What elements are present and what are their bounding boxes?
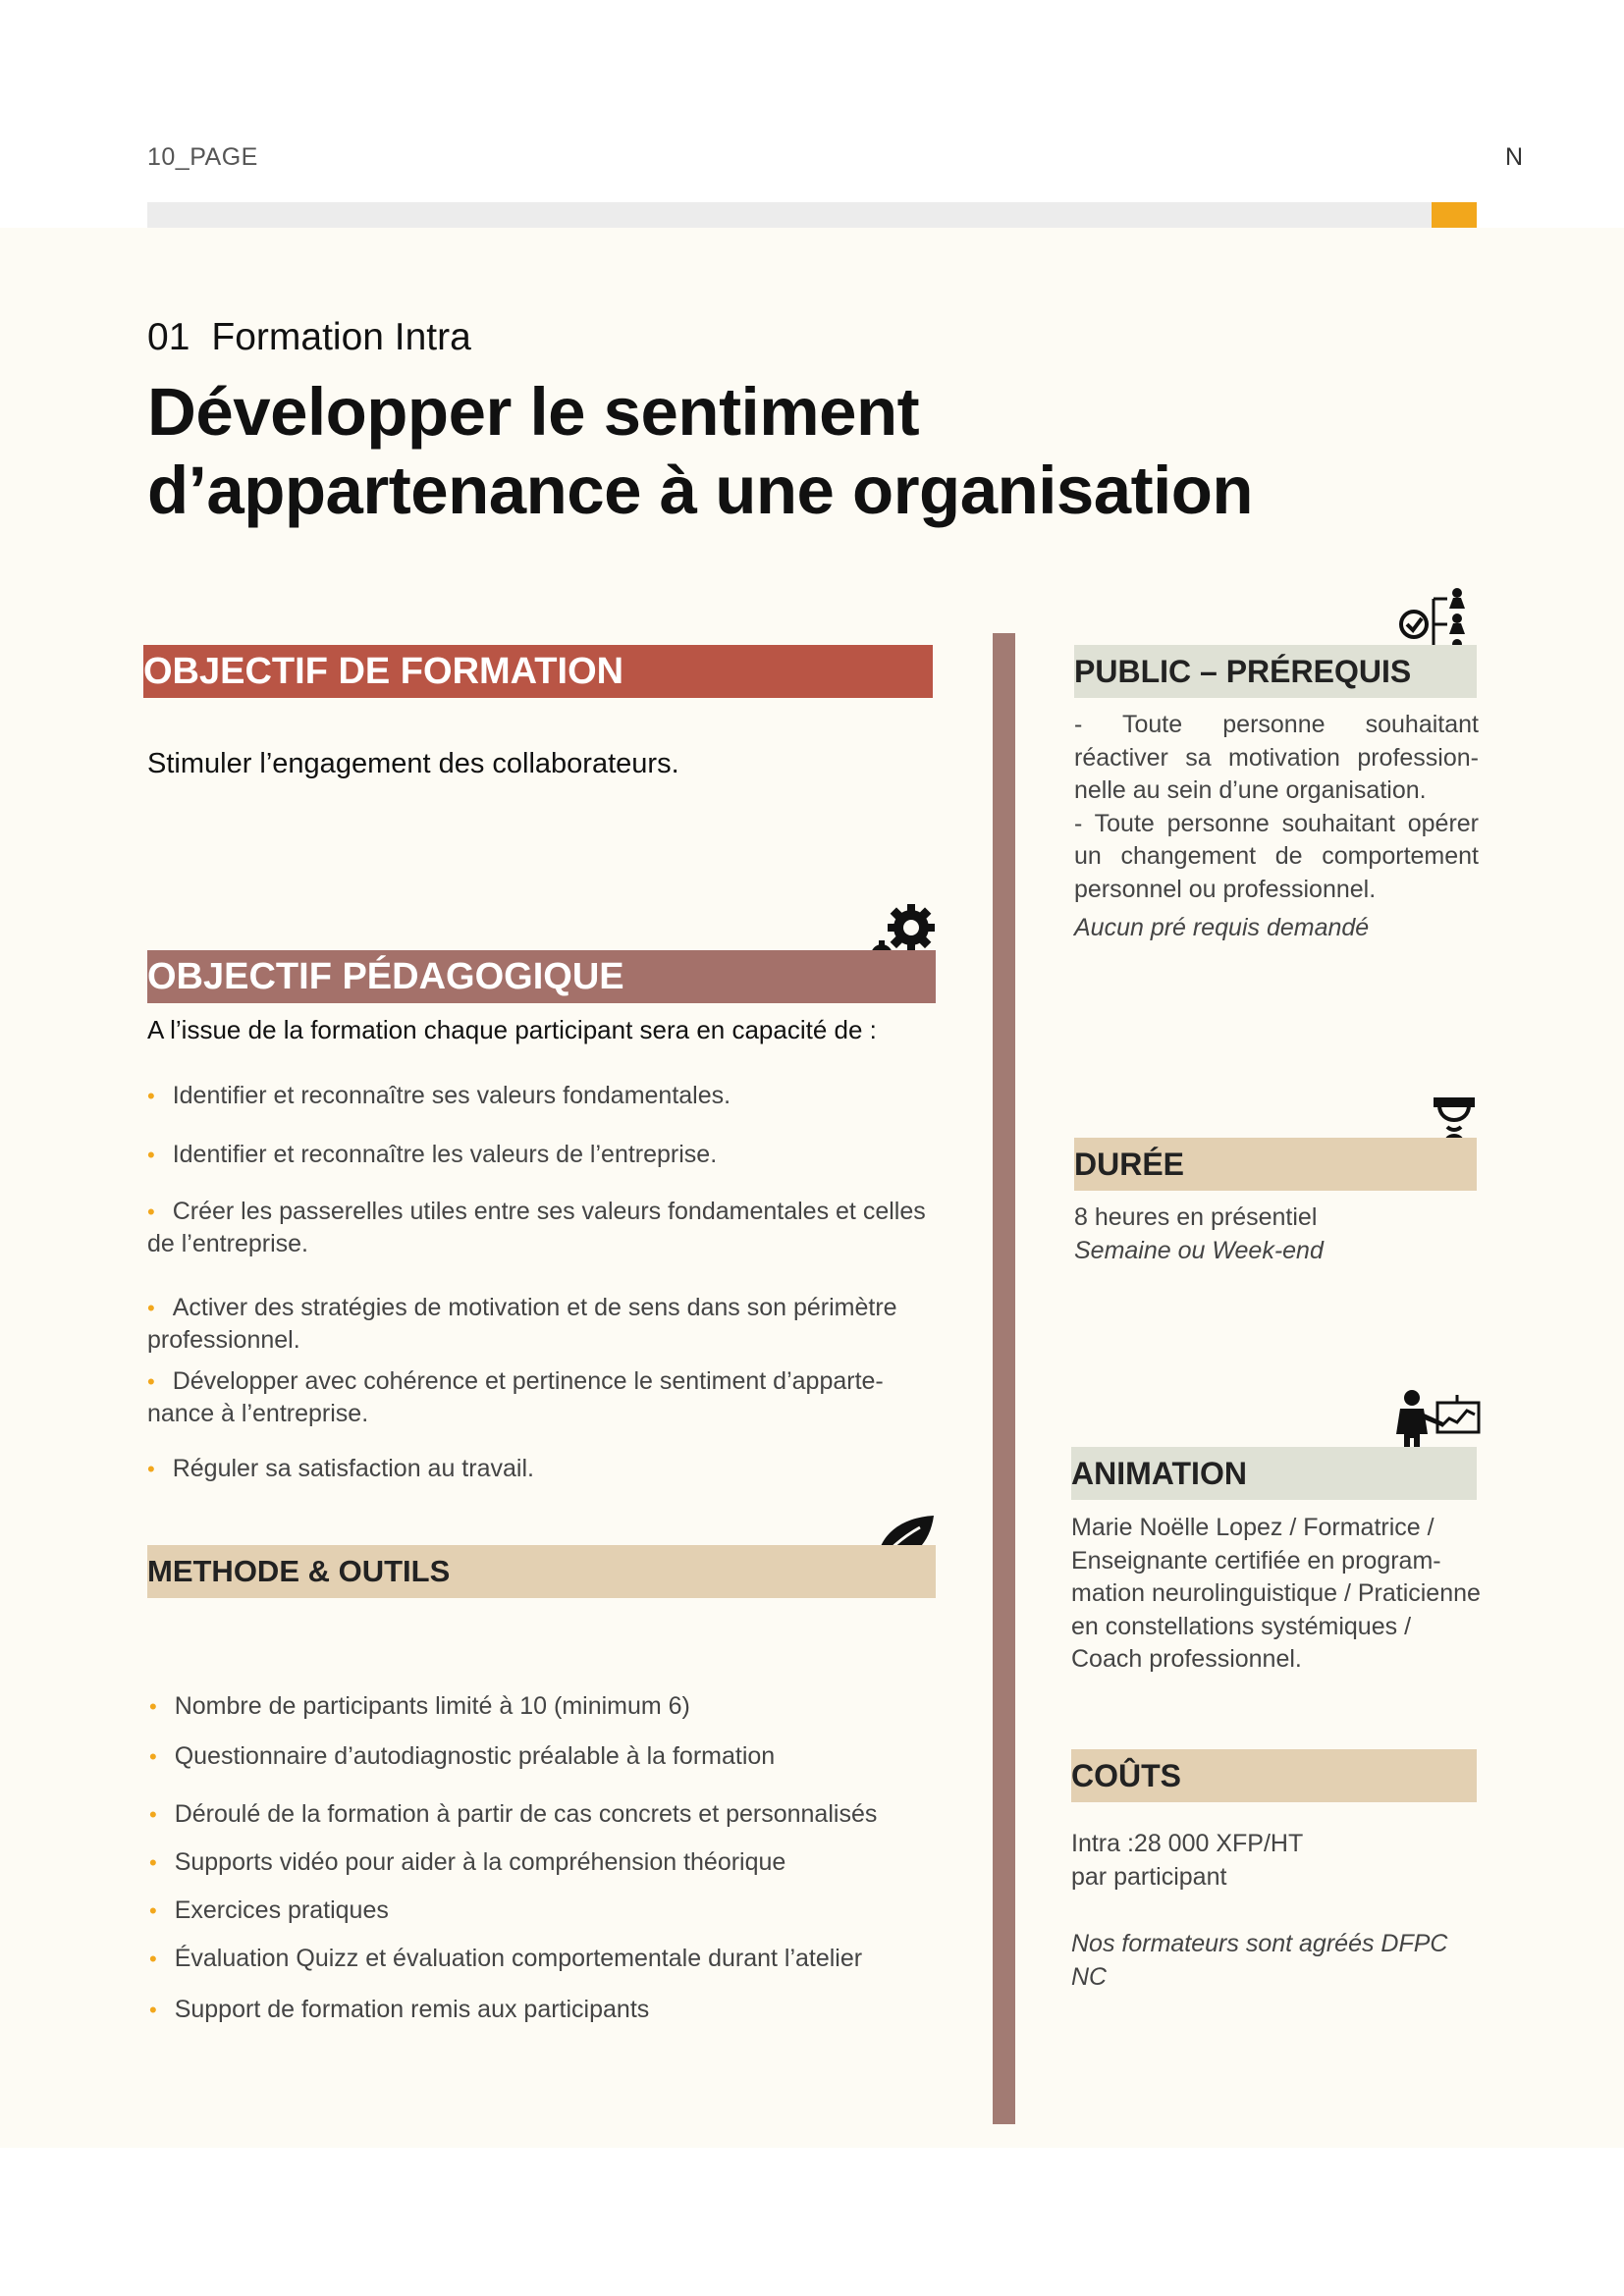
header-accent xyxy=(1432,202,1477,228)
couts-line-2: par participant xyxy=(1071,1862,1227,1891)
list-item: • Déroulé de la formation à partir de cas concrets et personnalisés xyxy=(149,1800,878,1828)
animation-text: Marie Noëlle Lopez / Formatrice / Enseignante certifiée en program-mation neurolinguistique / Praticienne en constellations systémiques / Coach professionnel. xyxy=(1071,1514,1481,1673)
duree-line-2: Semaine ou Week-end xyxy=(1074,1236,1324,1264)
list-item: • Supports vidéo pour aider à la compréhension théorique xyxy=(149,1848,786,1876)
section-kicker-label: Formation Intra xyxy=(211,316,471,358)
header-mark: N xyxy=(1505,143,1524,171)
list-item: • Nombre de participants limité à 10 (minimum 6) xyxy=(149,1692,690,1720)
methode-list xyxy=(149,0,954,2061)
public-line-2: - Toute personne souhaitant opérer un changement de comportement personnel ou professionnel. xyxy=(1074,809,1479,903)
list-item: • Réguler sa satisfaction au travail. xyxy=(147,1455,534,1482)
couts-text xyxy=(1071,1828,1484,1894)
objectif-pedagogique-intro: A l’issue de la formation chaque participant sera en capacité de : xyxy=(147,1015,877,1044)
methode-heading-text: METHODE & OUTILS xyxy=(147,1554,451,1588)
list-item: • Activer des stratégies de motivation et de sens dans son périmètre professionnel. xyxy=(147,1294,897,1354)
column-divider xyxy=(993,633,1015,2124)
list-item: • Exercices pratiques xyxy=(149,1896,389,1924)
duree-text xyxy=(1074,1201,1479,1267)
duree-heading xyxy=(1074,1138,1477,1191)
list-item: • Identifier et reconnaître les valeurs de l’entreprise. xyxy=(147,1141,718,1168)
public-heading-text: PUBLIC – PRÉREQUIS xyxy=(1074,653,1412,689)
title-line-1: Développer le sentiment xyxy=(147,374,920,450)
list-item: • Créer les passerelles utiles entre ses valeurs fondamentales et celles de l’entreprise. xyxy=(147,1198,926,1257)
list-item: • Identifier et reconnaître ses valeurs fondamentales. xyxy=(147,1082,731,1109)
list-item: • Évaluation Quizz et évaluation comportementale durant l’atelier xyxy=(149,1945,863,1972)
couts-heading xyxy=(1071,1749,1477,1802)
list-item: • Développer avec cohérence et pertinence le sentiment d’apparte-nance à l’entreprise. xyxy=(147,1367,884,1427)
objectif-pedagogique-heading-text: OBJECTIF PÉDAGOGIQUE xyxy=(147,955,624,997)
public-note: Aucun pré requis demandé xyxy=(1074,914,1370,941)
couts-heading-text: COÛTS xyxy=(1071,1757,1181,1793)
list-item: • Support de formation remis aux participants xyxy=(149,1996,650,2023)
couts-line-1: Intra :28 000 XFP/HT xyxy=(1071,1830,1304,1857)
page-label: 10_PAGE xyxy=(147,143,258,171)
objectif-formation-heading-text: OBJECTIF DE FORMATION xyxy=(143,650,624,692)
duree-heading-text: DURÉE xyxy=(1074,1146,1185,1182)
public-line-1: - Toute personne souhaitant réactiver sa motivation profession-nelle au sein d’une organisation. xyxy=(1074,711,1479,804)
title-line-2: d’appartenance à une organisation xyxy=(147,453,1254,528)
animation-heading-text: ANIMATION xyxy=(1071,1455,1247,1491)
couts-note: Nos formateurs sont agréés DFPC NC xyxy=(1071,1930,1448,1991)
objectif-formation-text: Stimuler l’engagement des collaborateurs. xyxy=(147,748,679,779)
public-text xyxy=(1074,709,1479,945)
public-heading xyxy=(1074,645,1477,698)
animation-heading xyxy=(1071,1447,1477,1500)
section-number: 01 xyxy=(147,316,190,358)
duree-line-1: 8 heures en présentiel xyxy=(1074,1203,1318,1231)
list-item: • Questionnaire d’autodiagnostic préalable à la formation xyxy=(149,1742,776,1770)
